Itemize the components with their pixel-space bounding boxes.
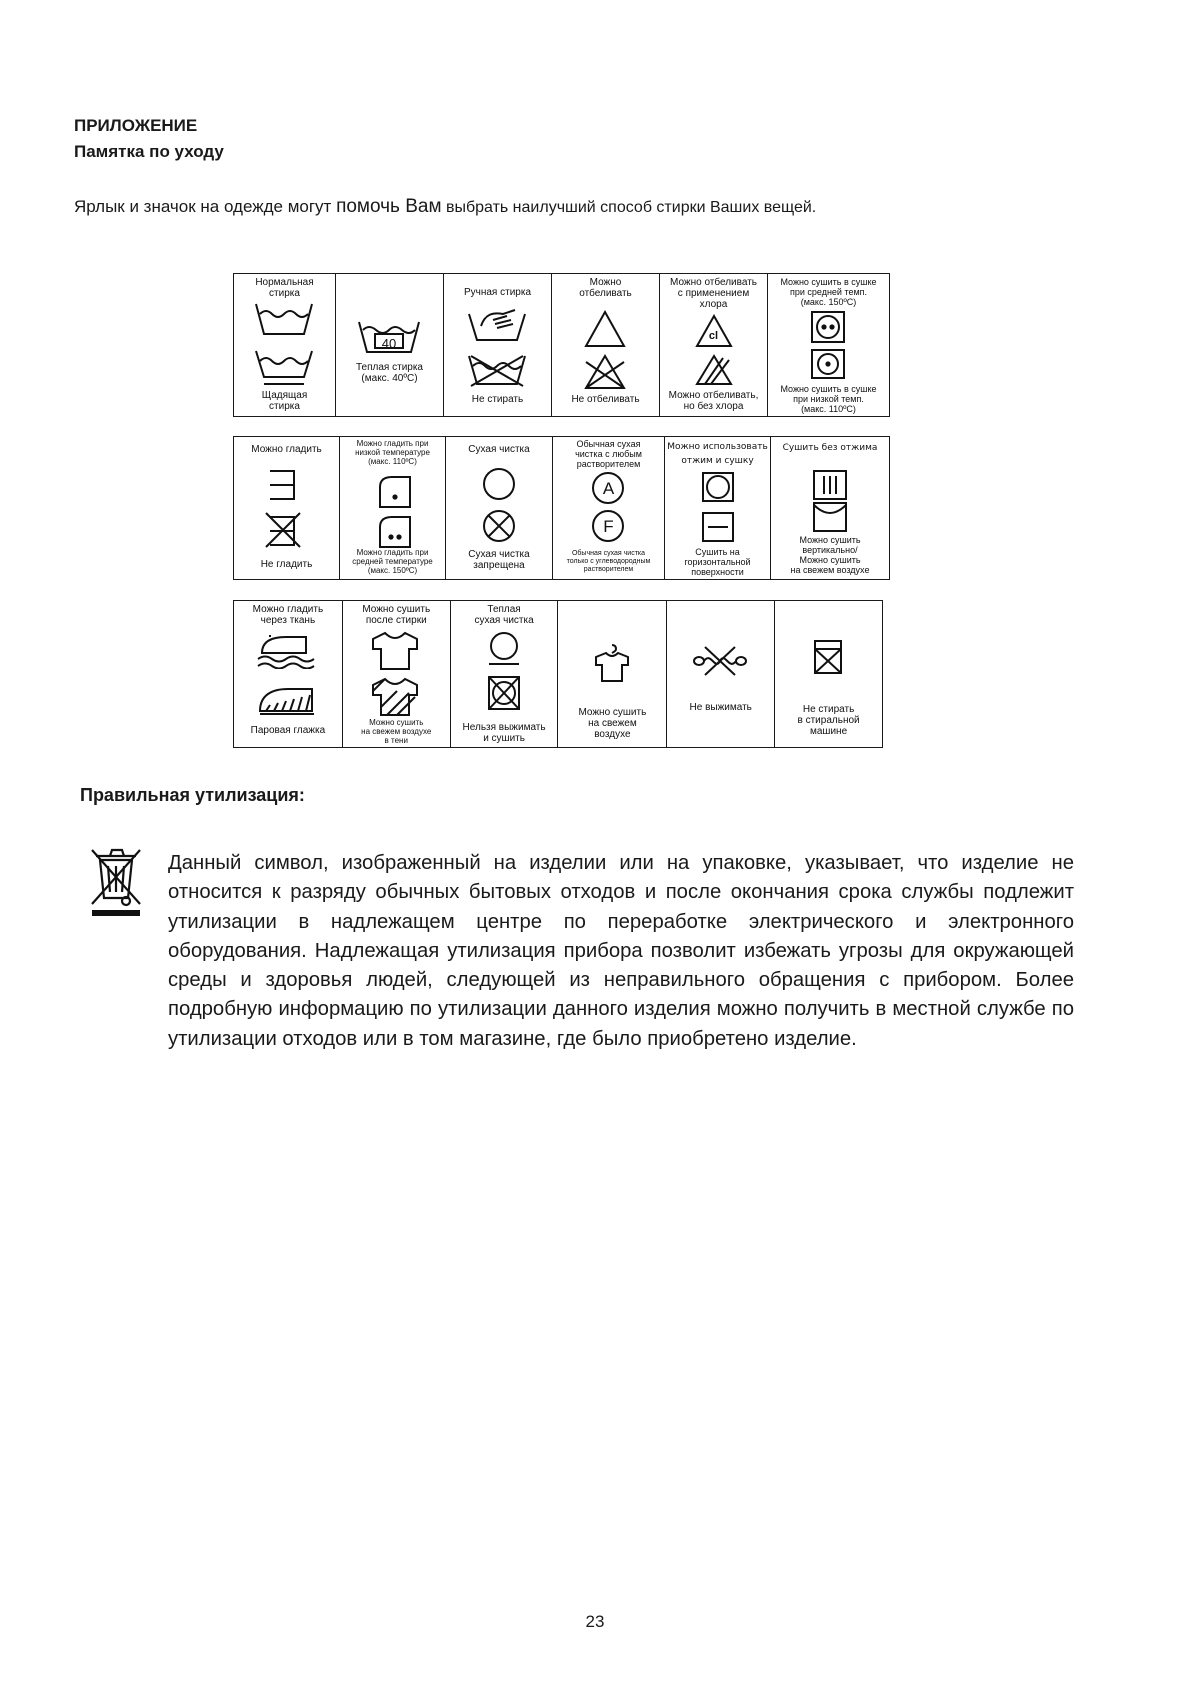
label-dry-after-wash: Можно сушить после стирки xyxy=(362,604,431,626)
label-non-chlorine-bleach: Можно отбеливать, но без хлора xyxy=(668,390,759,412)
intro-part-2: помочь Вам xyxy=(336,196,442,217)
label-chlorine-bleach: Можно отбеливать с применением хлора xyxy=(670,277,757,310)
shirt-icon xyxy=(369,631,421,671)
cell-iron-through-cloth xyxy=(234,601,343,748)
wash-temperature: 40 xyxy=(381,336,397,351)
line-dry-icon xyxy=(812,501,848,533)
label-no-wring-no-dry: Нельзя выжимать и сушить xyxy=(462,722,546,744)
cell-hand-wash xyxy=(444,274,552,417)
hand-wash-icon xyxy=(467,306,527,344)
label-tumble-dry-medium: Можно сушить в сушке при средней темп. (макс. 150ºC) xyxy=(780,277,877,307)
label-can-iron: Можно гладить xyxy=(251,444,322,455)
bleach-triangle-icon xyxy=(584,310,626,348)
cell-normal-gentle-wash xyxy=(234,274,336,417)
label-do-not-wring: Не выжимать xyxy=(689,702,752,713)
label-dry-flat: Сушить на горизонтальной поверхности xyxy=(684,547,751,577)
label-air-dry: Можно сушить на свежем воздухе xyxy=(578,707,647,740)
cell-dry-clean xyxy=(446,437,553,580)
label-do-not-iron: Не гладить xyxy=(260,559,313,570)
page-number: 23 xyxy=(585,1612,605,1631)
label-normal-wash: Нормальная стирка xyxy=(255,277,314,299)
cell-tumble-dry xyxy=(768,274,890,417)
label-dry-vertical: Можно сушить вертикально/ Можно сушить на свежем воздухе xyxy=(790,535,870,575)
intro-part-1: Ярлык и значок на одежде могут xyxy=(74,197,337,216)
intro-part-3: выбрать наилучший способ стирки Ваших вещей. xyxy=(441,199,817,216)
cell-solvent-clean xyxy=(553,437,665,580)
tumble-dry-low-icon xyxy=(810,348,846,380)
label-do-not-wash: Не стирать xyxy=(471,394,524,405)
cell-iron-temperature xyxy=(340,437,446,580)
spin-dry-icon xyxy=(701,471,735,503)
label-dry-clean: Сухая чистка xyxy=(468,444,530,455)
disposal-title: Правильная утилизация: xyxy=(80,785,305,805)
care-table-drying xyxy=(233,600,883,748)
label-no-machine-wash: Не стирать в стиральной машине xyxy=(797,704,860,737)
do-not-wash-icon xyxy=(467,354,527,388)
label-can-bleach: Можно отбеливать xyxy=(579,277,632,299)
iron-cloth-icon xyxy=(256,633,318,669)
iron-low-temp-icon xyxy=(378,473,412,509)
wash-tub-icon xyxy=(254,302,314,338)
appendix-title: ПРИЛОЖЕНИЕ xyxy=(74,116,198,135)
iron-medium-temp-icon xyxy=(378,513,412,549)
shade-dry-icon xyxy=(369,677,421,717)
solvent-letter-f: F xyxy=(603,517,614,536)
label-hand-wash: Ручная стирка xyxy=(463,287,532,298)
label-shade-dry: Можно сушить на свежем воздухе в тени xyxy=(361,718,432,745)
dry-clean-icon xyxy=(482,467,516,501)
label-dry-without-spin: Сушить без отжима xyxy=(782,443,878,453)
iron-icon xyxy=(268,465,300,503)
label-iron-low: Можно гладить при низкой температуре (макс. 110ºC) xyxy=(355,439,430,466)
label-warm-dry-clean: Теплая сухая чистка xyxy=(474,604,534,626)
label-any-solvent: Обычная сухая чистка с любым растворителем xyxy=(575,439,642,469)
label-spin-and-dry: Можно использовать отжим и сушку xyxy=(667,442,768,466)
cell-dry-after-wash xyxy=(342,601,450,748)
label-hydrocarbon-solvent: Обычная сухая чистка только с углеводородным растворителем xyxy=(566,550,651,573)
cell-spin-dry xyxy=(665,437,771,580)
cell-warm-wash xyxy=(336,274,444,417)
weee-crossed-bin-icon xyxy=(88,846,146,925)
cell-warm-dry-clean xyxy=(450,601,558,748)
cell-air-dry xyxy=(558,601,667,748)
label-do-not-bleach: Не отбеливать xyxy=(571,394,640,405)
no-machine-wash-icon xyxy=(813,639,843,675)
cell-ironing xyxy=(234,437,340,580)
do-not-dry-clean-icon xyxy=(482,509,516,543)
care-table-ironing xyxy=(233,436,890,580)
disposal-paragraph: Данный символ, изображенный на изделии или на упаковке, указывает, что изделие не относится к разряду обычных бытовых отходов и после окончания срока службы подлежит утилизации в надлежащем центре по переработке электрического и электронного оборудования. Надлежащая утилизация прибора позволит избежать угрозы для окружающей среды и здоровья людей, следующей из неправильного обращения с прибором. Более подробную информацию по утилизации данного изделия можно получить в местной службе по утилизации отходов или в том магазине, где было приобретено изделие. xyxy=(168,852,1074,1050)
gentle-wash-icon xyxy=(254,349,314,387)
tumble-dry-medium-icon xyxy=(810,310,846,344)
cell-no-machine-wash xyxy=(775,601,883,748)
cell-no-wring xyxy=(667,601,775,748)
intro-text xyxy=(74,196,816,218)
label-do-not-dry-clean: Сухая чистка запрещена xyxy=(468,549,530,571)
care-table-washing xyxy=(233,273,890,417)
label-steam-ironing: Паровая глажка xyxy=(250,725,326,736)
care-memo-subtitle: Памятка по уходу xyxy=(74,142,224,161)
warm-dry-clean-icon xyxy=(487,631,521,667)
no-wring-no-dry-icon xyxy=(487,675,521,711)
dry-flat-icon xyxy=(701,511,735,543)
steam-iron-icon xyxy=(256,683,318,717)
cell-chlorine-bleach xyxy=(660,274,768,417)
do-not-bleach-icon xyxy=(584,354,626,390)
drip-dry-icon xyxy=(812,469,848,501)
cell-bleach xyxy=(552,274,660,417)
solvent-letter-a: A xyxy=(602,479,615,498)
cell-drip-dry xyxy=(771,437,890,580)
label-iron-through-cloth: Можно гладить через ткань xyxy=(252,604,324,626)
do-not-iron-icon xyxy=(264,511,304,549)
non-chlorine-bleach-icon xyxy=(695,354,733,386)
chlorine-symbol: cl xyxy=(708,330,719,342)
label-gentle-wash: Щадящая стирка xyxy=(261,390,308,412)
label-warm-wash: Теплая стирка (макс. 40ºC) xyxy=(356,362,423,384)
do-not-wring-icon xyxy=(691,643,749,679)
hanging-shirt-icon xyxy=(592,643,632,683)
label-iron-medium: Можно гладить при средней температуре (макс. 150ºC) xyxy=(352,548,433,575)
label-tumble-dry-low: Можно сушить в сушке при низкой темп. (макс. 110ºC) xyxy=(780,384,877,414)
